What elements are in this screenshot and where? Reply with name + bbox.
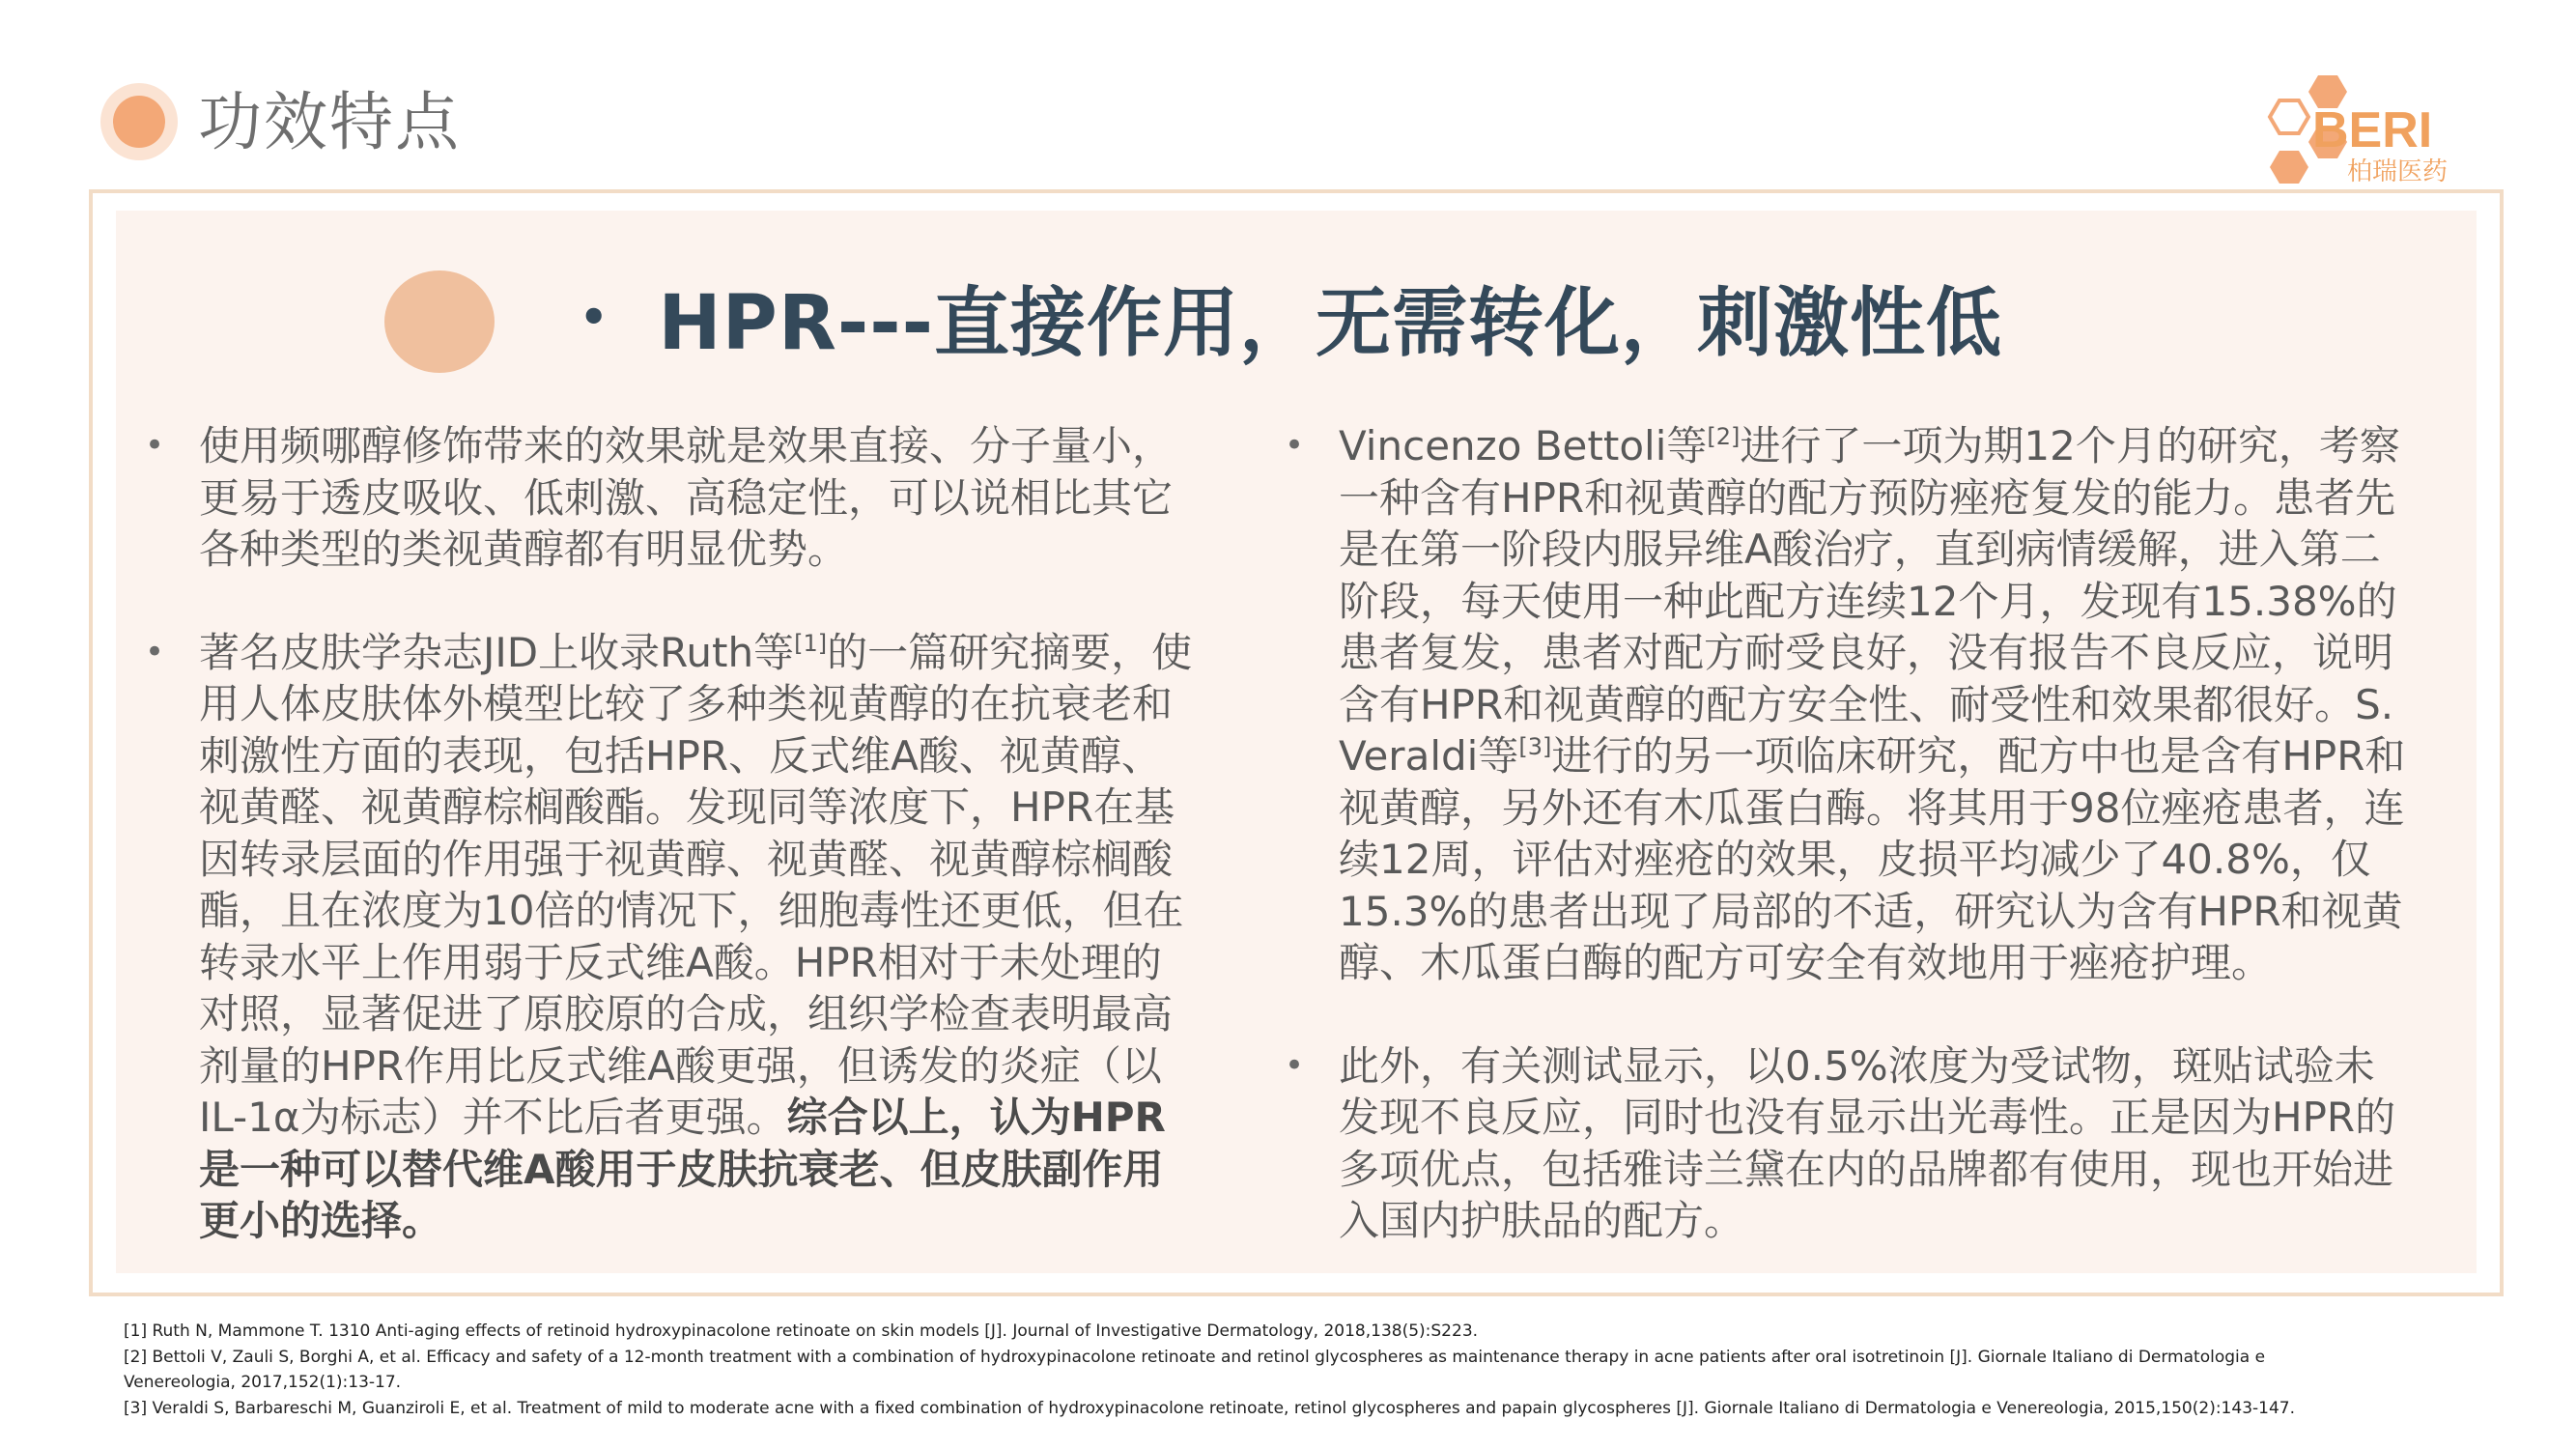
subtitle [580,269,2002,365]
beri-logo [2252,68,2475,191]
subtitle-bullet: • [580,291,609,343]
citation-2: [2] [1707,423,1741,450]
text-segment: 的一篇研究摘要，使 [827,628,1193,676]
text-segment: 著名皮肤学杂志JID上收录Ruth等 [199,628,795,676]
right-paragraph-1 [1275,420,2473,989]
text-line: 酯，且在浓度为10倍的情况下，细胞毒性还更低，但在 [199,887,1184,934]
text-line: 患者复发，患者对配方耐受良好，没有报告不良反应，说明 [1339,629,2394,676]
text-segment: 进行的另一项临床研究，配方中也是含有HPR和 [1551,732,2406,780]
text-segment: Veraldi等 [1339,732,1519,780]
subtitle-text: HPR---直接作用，无需转化，刺激性低 [658,280,2003,367]
text-line [199,627,1270,679]
text-line: 多项优点，包括雅诗兰黛在内的品牌都有使用，现也开始进 [1339,1145,2394,1193]
text-line: 转录水平上作用弱于反式维A酸。HPR相对于未处理的 [199,938,1162,986]
text-line: 含有HPR和视黄醇的配方安全性、耐受性和效果都很好。S. [1339,680,2394,728]
text-line: 15.3%的患者出现了局部的不适，研究认为含有HPR和视黄 [1339,887,2403,935]
text-line: 因转录层面的作用强于视黄醇、视黄醛、视黄醇棕榈酸 [199,835,1174,883]
citation-1: [1] [794,629,828,657]
reference-2: [2] Bettoli V, Zauli S, Borghi A, et al. Efficacy and safety of a 12-month treatment with a combination of hydroxypinacolone retinoate and retinol glycospheres as maintenance therapy in acne patients after oral isotretinoin [J]. Giornale Italiano di Dermatologia e [124,1347,2266,1367]
text-segment: IL-1α为标志）并不比后者更强。 [199,1094,787,1141]
text-line: 剂量的HPR作用比反式维A酸更强，但诱发的炎症（以 [199,1041,1162,1090]
text-line: 对照，显著促进了原胶原的合成，组织学检查表明最高 [199,990,1174,1037]
subtitle-circle-icon [384,270,495,373]
citation-3: [3] [1518,733,1552,760]
bold-conclusion: 是一种可以替代维A酸用于皮肤抗衰老、但皮肤副作用 [199,1145,1164,1193]
reference-3: [3] Veraldi S, Barbareschi M, Guanziroli E, et al. Treatment of mild to moderate acne with a fixed combination of hydroxypinacolone retinoate, retinol glycospheres and papain glycospheres [J]. Giornale Italiano di Dermatologia e Venereologia, 2015,150(2):143-147. [124,1398,2295,1418]
logo-brand-text: BERI [2312,102,2433,158]
text-line: 阶段，每天使用一种此配方连续12个月，发现有15.38%的 [1339,577,2397,625]
text-line: 刺激性方面的表现，包括HPR、反式维A酸、视黄醇、 [199,731,1162,780]
text-line: 一种含有HPR和视黄醇的配方预防痤疮复发的能力。患者先 [1339,473,2396,522]
text-line: 醇、木瓜蛋白酶的配方可安全有效地用于痤疮护理。 [1339,939,2273,986]
text-line: 视黄醛、视黄醇棕榈酸酯。发现同等浓度下，HPR在基 [199,783,1175,831]
text-line: 此外，有关测试显示，以0.5%浓度为受试物，斑贴试验未 [1339,1041,2375,1090]
page-title: 功效特点 [198,85,461,159]
bold-conclusion: 综合以上，认为HPR [786,1094,1166,1141]
text-segment: Vincenzo Bettoli等 [1339,422,1708,469]
header-dot-icon [100,83,178,160]
bullet: • [1284,1045,1305,1085]
right-column [1275,420,2473,1247]
reference-1: [1] Ruth N, Mammone T. 1310 Anti-aging effects of retinoid hydroxypinacolone retinoate on skin models [J]. Journal of Investigative Dermatology, 2018,138(5):S223. [124,1321,1479,1341]
left-paragraph-1 [135,420,1270,576]
bullet: • [1284,426,1305,465]
text-line: 各种类型的类视黄醇都有明显优势。 [199,526,849,573]
text-line: 视黄醇，另外还有木瓜蛋白酶。将其用于98位痤疮患者，连 [1339,783,2405,832]
right-paragraph-2 [1275,1040,2473,1247]
text-line: 续12周，评估对痤疮的效果，皮损平均减少了40.8%，仅 [1339,836,2371,883]
bullet: • [144,632,165,671]
text-line: 发现不良反应，同时也没有显示出光毒性。正是因为HPR的 [1339,1094,2396,1141]
text-line [1339,730,2473,782]
bold-conclusion: 更小的选择。 [199,1197,443,1244]
text-line: 入国内护肤品的配方。 [1339,1197,1745,1244]
text-line: 用人体皮肤体外模型比较了多种类视黄醇的在抗衰老和 [199,680,1174,727]
text-line: 使用频哪醇修饰带来的效果就是效果直接、分子量小， [199,422,1174,469]
text-line: 是在第一阶段内服异维A酸治疗，直到病情缓解，进入第二 [1339,526,2381,573]
reference-2-continued: Venereologia, 2017,152(1):13-17. [124,1373,402,1392]
text-line: 更易于透皮吸收、低刺激、高稳定性，可以说相比其它 [199,473,1174,522]
bullet: • [144,426,165,465]
hexagon-logo-icon [2252,68,2475,191]
references [124,1319,2480,1421]
text-line [199,1092,1270,1144]
text-segment: 进行了一项为期12个月的研究，考察 [1740,422,2400,469]
text-line [1339,420,2473,472]
logo-chinese-text: 柏瑞医药 [2347,157,2449,186]
left-column [135,420,1270,1247]
left-paragraph-2 [135,627,1270,1247]
